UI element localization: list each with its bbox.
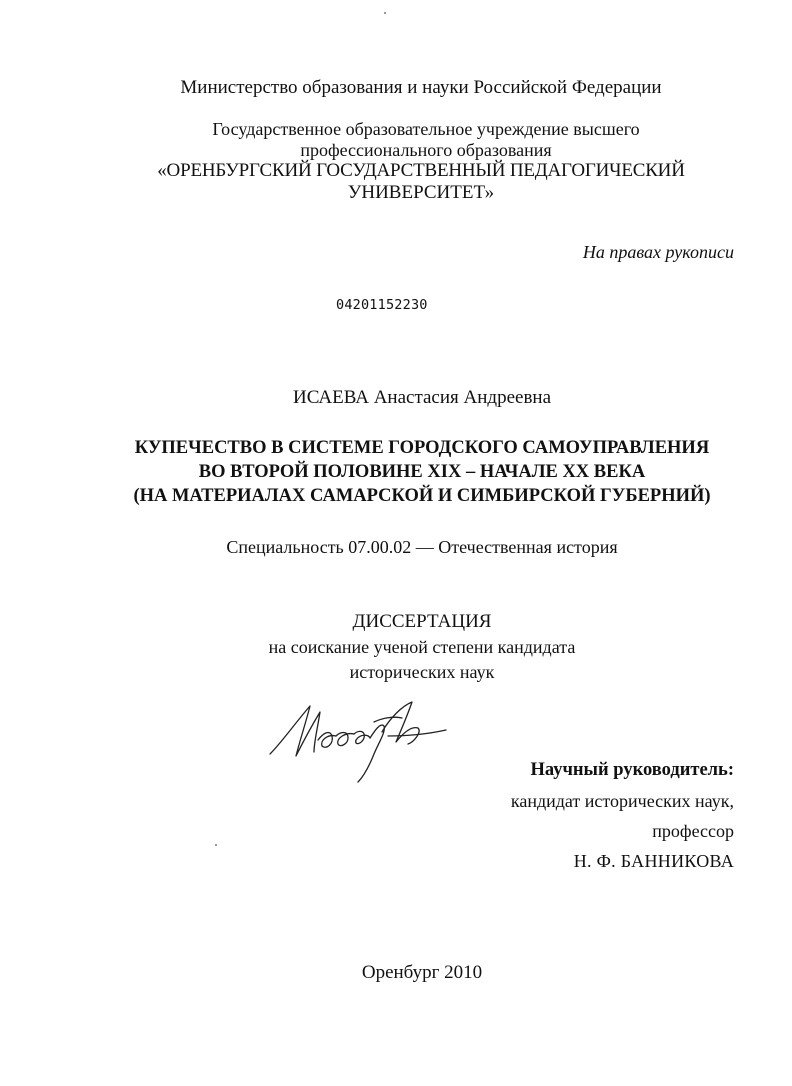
dissertation-field-line: исторических наук xyxy=(349,662,495,682)
title-line-1: КУПЕЧЕСТВО В СИСТЕМЕ ГОРОДСКОГО САМОУПРАВЛЕНИЯ xyxy=(134,438,710,458)
institution-line-1: Государственное образовательное учреждение высшего xyxy=(212,119,640,139)
title-line-2: ВО ВТОРОЙ ПОЛОВИНЕ XIX – НАЧАЛЕ XX ВЕКА xyxy=(198,462,646,482)
institution-line-3: «ОРЕНБУРГСКИЙ ГОСУДАРСТВЕННЫЙ ПЕДАГОГИЧЕСКИЙ xyxy=(157,160,685,181)
scan-speck xyxy=(384,12,386,14)
author-signature xyxy=(262,692,452,788)
supervisor-name: Н. Ф. БАННИКОВА xyxy=(573,851,734,871)
institution-line-4: УНИВЕРСИТЕТ» xyxy=(347,182,495,203)
institution-line-2: профессионального образования xyxy=(300,140,552,160)
title-line-3: (НА МАТЕРИАЛАХ САМАРСКОЙ И СИМБИРСКОЙ ГУБЕРНИЙ) xyxy=(133,486,711,506)
city-year: Оренбург 2010 xyxy=(361,962,483,983)
scan-speck xyxy=(215,844,217,846)
supervisor-title: профессор xyxy=(652,821,734,841)
author-name: ИСАЕВА Анастасия Андреевна xyxy=(292,387,552,408)
supervisor-degree: кандидат исторических наук, xyxy=(510,791,734,811)
dissertation-degree-line: на соискание ученой степени кандидата xyxy=(268,637,576,657)
specialty: Специальность 07.00.02 — Отечественная история xyxy=(226,537,618,557)
supervisor-label: Научный руководитель: xyxy=(530,760,734,780)
catalog-code: 04201152230 xyxy=(336,297,428,313)
dissertation-heading: ДИССЕРТАЦИЯ xyxy=(352,611,492,632)
rights-note: На правах рукописи xyxy=(582,242,734,262)
ministry-name: Министерство образования и науки Российской Федерации xyxy=(180,77,662,98)
